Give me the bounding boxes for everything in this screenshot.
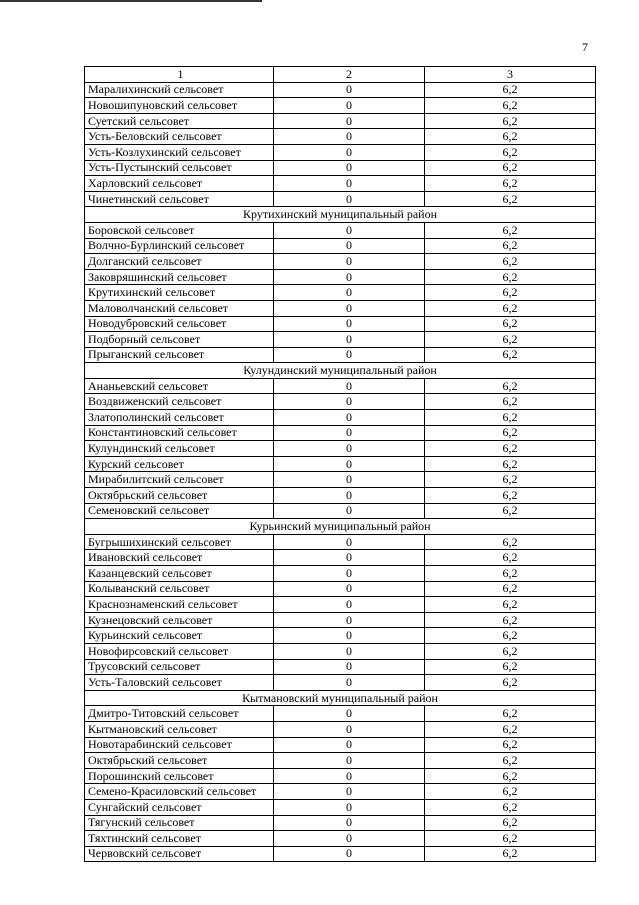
column-3-value-cell: 6,2 [425, 612, 596, 628]
table-row [85, 784, 596, 800]
district-row [85, 519, 596, 535]
settlement-name-cell: Крутихинский сельсовет [85, 285, 274, 301]
column-3-value-cell: 6,2 [425, 753, 596, 769]
settlement-name-cell: Трусовский сельсовет [85, 659, 274, 675]
settlement-name-cell: Семеновский сельсовет [85, 503, 274, 519]
table-row [85, 675, 596, 691]
column-3-value-cell: 6,2 [425, 98, 596, 114]
settlement-name-cell: Усть-Козлухинский сельсовет [85, 144, 274, 160]
column-3-value-cell: 6,2 [425, 456, 596, 472]
settlement-name-cell: Ананьевский сельсовет [85, 378, 274, 394]
column-3-value-cell: 6,2 [425, 332, 596, 348]
column-2-value-cell: 0 [274, 347, 425, 363]
table-row [85, 300, 596, 316]
column-2-value-cell: 0 [274, 456, 425, 472]
table-row [85, 82, 596, 98]
column-2-value-cell: 0 [274, 799, 425, 815]
column-3-value-cell: 6,2 [425, 628, 596, 644]
settlement-name-cell: Воздвиженский сельсовет [85, 394, 274, 410]
settlement-name-cell: Долганский сельсовет [85, 254, 274, 270]
table-body [85, 82, 596, 862]
settlement-name-cell: Новофирсовский сельсовет [85, 643, 274, 659]
settlement-name-cell: Златополинский сельсовет [85, 410, 274, 426]
column-3-value-cell: 6,2 [425, 488, 596, 504]
table-row [85, 581, 596, 597]
column-2-value-cell: 0 [274, 316, 425, 332]
column-3-value-cell: 6,2 [425, 768, 596, 784]
settlement-name-cell: Курский сельсовет [85, 456, 274, 472]
column-3-value-cell: 6,2 [425, 721, 596, 737]
table-row [85, 394, 596, 410]
table-row [85, 238, 596, 254]
table-row [85, 753, 596, 769]
column-2-value-cell: 0 [274, 332, 425, 348]
settlement-name-cell: Подборный сельсовет [85, 332, 274, 348]
table-row [85, 316, 596, 332]
column-3-value-cell: 6,2 [425, 799, 596, 815]
settlement-name-cell: Чинетинский сельсовет [85, 191, 274, 207]
column-2-value-cell: 0 [274, 472, 425, 488]
table-row [85, 831, 596, 847]
column-2-value-cell: 0 [274, 129, 425, 145]
district-heading: Крутихинский муниципальный район [85, 207, 596, 223]
column-2-value-cell: 0 [274, 753, 425, 769]
header-cell-3: 3 [425, 67, 596, 83]
column-2-value-cell: 0 [274, 737, 425, 753]
column-2-value-cell: 0 [274, 815, 425, 831]
table-row [85, 472, 596, 488]
settlement-name-cell: Тяхтинский сельсовет [85, 831, 274, 847]
column-2-value-cell: 0 [274, 191, 425, 207]
table-row [85, 254, 596, 270]
column-3-value-cell: 6,2 [425, 316, 596, 332]
column-3-value-cell: 6,2 [425, 831, 596, 847]
district-heading: Кытмановский муниципальный район [85, 690, 596, 706]
table-row [85, 566, 596, 582]
table-row [85, 597, 596, 613]
settlement-name-cell: Кузнецовский сельсовет [85, 612, 274, 628]
table-row [85, 441, 596, 457]
table-row [85, 113, 596, 129]
header-row [85, 67, 596, 83]
column-3-value-cell: 6,2 [425, 581, 596, 597]
column-2-value-cell: 0 [274, 503, 425, 519]
column-3-value-cell: 6,2 [425, 643, 596, 659]
column-3-value-cell: 6,2 [425, 285, 596, 301]
column-3-value-cell: 6,2 [425, 659, 596, 675]
table-row [85, 378, 596, 394]
column-3-value-cell: 6,2 [425, 675, 596, 691]
column-2-value-cell: 0 [274, 597, 425, 613]
table-row [85, 721, 596, 737]
column-3-value-cell: 6,2 [425, 113, 596, 129]
column-3-value-cell: 6,2 [425, 378, 596, 394]
settlement-name-cell: Заковряшинский сельсовет [85, 269, 274, 285]
column-3-value-cell: 6,2 [425, 222, 596, 238]
settlement-name-cell: Боровской сельсовет [85, 222, 274, 238]
table-row [85, 176, 596, 192]
settlement-name-cell: Бугрышихинский сельсовет [85, 534, 274, 550]
table-row [85, 488, 596, 504]
header-cell-1: 1 [85, 67, 274, 83]
settlement-name-cell: Новодубровский сельсовет [85, 316, 274, 332]
settlement-name-cell: Усть-Пустынский сельсовет [85, 160, 274, 176]
settlement-name-cell: Октябрьский сельсовет [85, 488, 274, 504]
table-row [85, 503, 596, 519]
settlement-name-cell: Константиновский сельсовет [85, 425, 274, 441]
column-2-value-cell: 0 [274, 784, 425, 800]
settlement-name-cell: Усть-Таловский сельсовет [85, 675, 274, 691]
table-row [85, 534, 596, 550]
table-row [85, 425, 596, 441]
column-2-value-cell: 0 [274, 394, 425, 410]
column-2-value-cell: 0 [274, 222, 425, 238]
table-row [85, 269, 596, 285]
table-row [85, 628, 596, 644]
column-2-value-cell: 0 [274, 378, 425, 394]
table-row [85, 550, 596, 566]
table-row [85, 285, 596, 301]
settlement-name-cell: Мирабилитский сельсовет [85, 472, 274, 488]
settlement-name-cell: Волчно-Бурлинский сельсовет [85, 238, 274, 254]
settlement-name-cell: Новошипуновский сельсовет [85, 98, 274, 114]
settlement-name-cell: Кытмановский сельсовет [85, 721, 274, 737]
column-3-value-cell: 6,2 [425, 550, 596, 566]
column-3-value-cell: 6,2 [425, 254, 596, 270]
column-3-value-cell: 6,2 [425, 144, 596, 160]
settlement-name-cell: Тягунский сельсовет [85, 815, 274, 831]
column-2-value-cell: 0 [274, 238, 425, 254]
settlement-name-cell: Дмитро-Титовский сельсовет [85, 706, 274, 722]
column-2-value-cell: 0 [274, 643, 425, 659]
settlement-name-cell: Казанцевский сельсовет [85, 566, 274, 582]
column-3-value-cell: 6,2 [425, 129, 596, 145]
column-3-value-cell: 6,2 [425, 737, 596, 753]
district-row [85, 363, 596, 379]
table-row [85, 659, 596, 675]
table-row [85, 456, 596, 472]
table-row [85, 144, 596, 160]
table-row [85, 347, 596, 363]
column-3-value-cell: 6,2 [425, 410, 596, 426]
table-row [85, 160, 596, 176]
settlement-name-cell: Кулундинский сельсовет [85, 441, 274, 457]
column-3-value-cell: 6,2 [425, 394, 596, 410]
column-3-value-cell: 6,2 [425, 269, 596, 285]
district-heading: Кулундинский муниципальный район [85, 363, 596, 379]
header-cell-2: 2 [274, 67, 425, 83]
settlement-name-cell: Харловский сельсовет [85, 176, 274, 192]
column-3-value-cell: 6,2 [425, 441, 596, 457]
column-2-value-cell: 0 [274, 706, 425, 722]
settlements-table [84, 66, 596, 862]
column-2-value-cell: 0 [274, 659, 425, 675]
settlement-name-cell: Червовский сельсовет [85, 846, 274, 862]
column-2-value-cell: 0 [274, 721, 425, 737]
column-3-value-cell: 6,2 [425, 82, 596, 98]
column-3-value-cell: 6,2 [425, 706, 596, 722]
column-2-value-cell: 0 [274, 113, 425, 129]
column-3-value-cell: 6,2 [425, 815, 596, 831]
settlement-name-cell: Октябрьский сельсовет [85, 753, 274, 769]
column-3-value-cell: 6,2 [425, 300, 596, 316]
column-2-value-cell: 0 [274, 488, 425, 504]
column-3-value-cell: 6,2 [425, 347, 596, 363]
column-3-value-cell: 6,2 [425, 597, 596, 613]
column-2-value-cell: 0 [274, 254, 425, 270]
column-2-value-cell: 0 [274, 550, 425, 566]
table-row [85, 768, 596, 784]
table-row [85, 222, 596, 238]
column-3-value-cell: 6,2 [425, 534, 596, 550]
table-row [85, 799, 596, 815]
column-2-value-cell: 0 [274, 176, 425, 192]
table-row [85, 846, 596, 862]
settlement-name-cell: Новотарабинский сельсовет [85, 737, 274, 753]
column-2-value-cell: 0 [274, 675, 425, 691]
column-3-value-cell: 6,2 [425, 472, 596, 488]
column-2-value-cell: 0 [274, 581, 425, 597]
page-number: 7 [582, 40, 588, 54]
settlement-name-cell: Маралихинский сельсовет [85, 82, 274, 98]
column-2-value-cell: 0 [274, 534, 425, 550]
column-2-value-cell: 0 [274, 441, 425, 457]
column-2-value-cell: 0 [274, 144, 425, 160]
column-2-value-cell: 0 [274, 269, 425, 285]
table-row [85, 643, 596, 659]
column-3-value-cell: 6,2 [425, 238, 596, 254]
column-2-value-cell: 0 [274, 410, 425, 426]
table-row [85, 815, 596, 831]
table-row [85, 129, 596, 145]
column-2-value-cell: 0 [274, 98, 425, 114]
column-2-value-cell: 0 [274, 846, 425, 862]
column-3-value-cell: 6,2 [425, 425, 596, 441]
column-3-value-cell: 6,2 [425, 846, 596, 862]
settlement-name-cell: Порошинский сельсовет [85, 768, 274, 784]
scan-edge-line [0, 0, 262, 2]
column-2-value-cell: 0 [274, 160, 425, 176]
settlement-name-cell: Усть-Беловский сельсовет [85, 129, 274, 145]
district-row [85, 207, 596, 223]
settlement-name-cell: Курьинский сельсовет [85, 628, 274, 644]
column-2-value-cell: 0 [274, 612, 425, 628]
column-2-value-cell: 0 [274, 768, 425, 784]
column-3-value-cell: 6,2 [425, 784, 596, 800]
column-3-value-cell: 6,2 [425, 191, 596, 207]
table-row [85, 98, 596, 114]
column-3-value-cell: 6,2 [425, 176, 596, 192]
table-header [85, 67, 596, 83]
column-3-value-cell: 6,2 [425, 503, 596, 519]
table-row [85, 706, 596, 722]
settlement-name-cell: Маловолчанский сельсовет [85, 300, 274, 316]
column-2-value-cell: 0 [274, 566, 425, 582]
settlement-name-cell: Семено-Красиловский сельсовет [85, 784, 274, 800]
settlement-name-cell: Колыванский сельсовет [85, 581, 274, 597]
table-row [85, 191, 596, 207]
column-2-value-cell: 0 [274, 82, 425, 98]
column-2-value-cell: 0 [274, 831, 425, 847]
settlement-name-cell: Прыганский сельсовет [85, 347, 274, 363]
column-2-value-cell: 0 [274, 300, 425, 316]
district-row [85, 690, 596, 706]
table-row [85, 737, 596, 753]
column-3-value-cell: 6,2 [425, 160, 596, 176]
settlement-name-cell: Сунгайский сельсовет [85, 799, 274, 815]
settlement-name-cell: Ивановский сельсовет [85, 550, 274, 566]
settlement-name-cell: Краснознаменский сельсовет [85, 597, 274, 613]
column-2-value-cell: 0 [274, 425, 425, 441]
column-3-value-cell: 6,2 [425, 566, 596, 582]
district-heading: Курьинский муниципальный район [85, 519, 596, 535]
table-row [85, 612, 596, 628]
settlement-name-cell: Суетский сельсовет [85, 113, 274, 129]
column-2-value-cell: 0 [274, 628, 425, 644]
table-row [85, 410, 596, 426]
table-row [85, 332, 596, 348]
column-2-value-cell: 0 [274, 285, 425, 301]
